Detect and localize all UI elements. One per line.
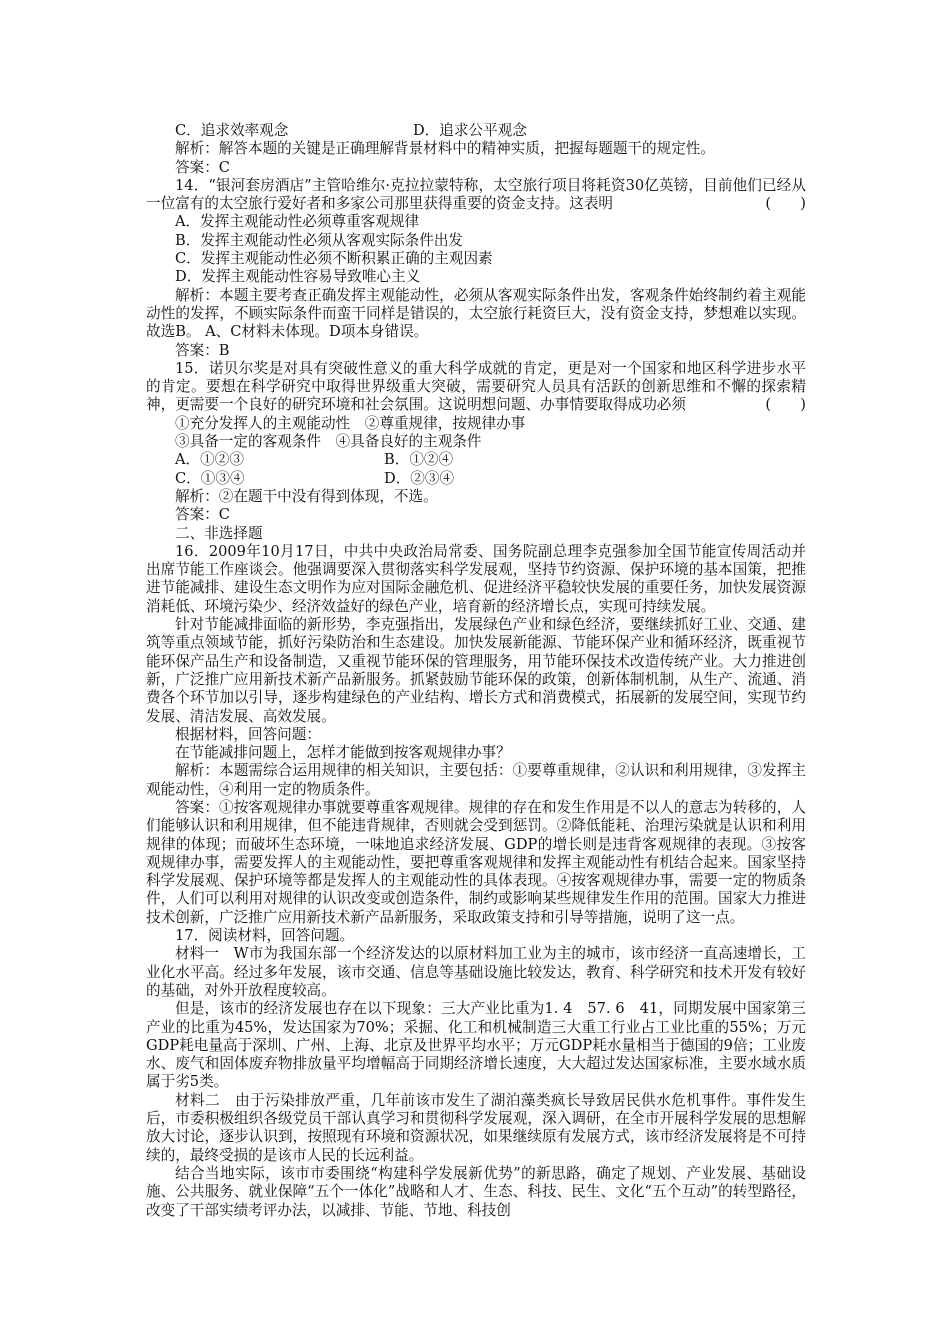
q15-option-c: C．①③④ bbox=[175, 469, 245, 487]
q13-analysis: 解析：解答本题的关键是正确理解背景材料中的精神实质，把握每题题干的规定性。 bbox=[175, 140, 715, 158]
q14-answer: 答案：B bbox=[175, 341, 230, 359]
q14-stem bbox=[146, 177, 806, 214]
q15-option-b: B．①②④ bbox=[384, 451, 454, 469]
q13-answer: 答案：C bbox=[175, 158, 230, 176]
q15-option-a: A．①②③ bbox=[175, 451, 244, 469]
q15-statements-1-2: ①充分发挥人的主观能动性 ②尊重规律，按规律办事 bbox=[175, 414, 526, 432]
q14-stem-text: 14．“银河套房酒店”主管哈维尔·克拉拉蒙特称，太空旅行项目将耗资30亿英镑，目前他们已经从一位富有的太空旅行爱好者和多家公司那里获得重要的资金支持。这表明 bbox=[146, 176, 806, 213]
q16-question: 在节能减排问题上，怎样才能做到按客观规律办事？ bbox=[175, 744, 511, 762]
section-heading: 二、非选择题 bbox=[175, 524, 263, 542]
q15-stem-text: 15．诺贝尔奖是对具有突破性意义的重大科学成就的肯定，更是对一个国家和地区科学进步水平的肯定。要想在科学研究中取得世界级重大突破，需要研究人员具有活跃的创新思维和不懈的探索精神，更需要一个良好的研究环境和社会氛围。这说明想问题、办事情要取得成功必须 bbox=[146, 359, 806, 414]
q14-answer-bracket: ( ) bbox=[765, 195, 806, 213]
q17-material-1-paragraph-2: 但是，该市的经济发展也存在以下现象：三大产业比重为1. 4 57. 6 41，同期发展中国家第三产业的比重为45%，发达国家为70%；采掘、化工和机械制造三大重工行业占工业比重的55%；万元GDP耗电量高于深圳、广州、上海、北京及世界平均水平；万元GDP耗水量相当于德国的9倍；工业废水、废气和固体废弃物排放量平均增幅高于同期经济增长速度，大大超过发达国家标准，主要水域水质属于劣5类。 bbox=[146, 1000, 806, 1091]
q13-option-c: C．追求效率观念 bbox=[175, 122, 289, 139]
q14-option-a: A．发挥主观能动性必须尊重客观规律 bbox=[175, 213, 420, 231]
q14-option-d: D．发挥主观能动性容易导致唯心主义 bbox=[175, 268, 421, 286]
q15-stem bbox=[146, 360, 806, 415]
q15-answer-bracket: ( ) bbox=[765, 396, 806, 414]
q14-analysis: 解析：本题主要考查正确发挥主观能动性，必须从客观实际条件出发，客观条件始终制约着主观能动性的发挥，不顾实际条件而蛮干同样是错误的，太空旅行耗资巨大，没有资金支持，梦想难以实现。故选B。 A、C材料未体现。D项本身错误。 bbox=[146, 286, 806, 341]
q17-stem: 17．阅读材料，回答问题。 bbox=[175, 927, 355, 945]
q15-answer: 答案：C bbox=[175, 506, 230, 524]
q15-statements-3-4: ③具备一定的客观条件 ④具备良好的主观条件 bbox=[175, 433, 482, 451]
q16-answer: 答案：①按客观规律办事就要尊重客观规律。规律的存在和发生作用是不以人的意志为转移的，人们能够认识和利用规律，但不能违背规律，否则就会受到惩罚。②降低能耗、治理污染就是认识和利用规律的体现；而破坏生态环境，一味地追求经济发展、GDP的增长则是违背客观规律的表现。③按客观规律办事，需要发挥人的主观能动性，要把尊重客观规律和发挥主观能动性有机结合起来。国家坚持科学发展观、保护环境等都是发挥人的主观能动性的具体表现。④按客观规律办事，需要一定的物质条件，人们可以利用对规律的认识改变或创造条件，制约或影响某些规律发生作用的范围。国家大力推进技术创新，广泛推广应用新技术新产品新服务，采取政策支持和引导等措施，说明了这一点。 bbox=[146, 798, 806, 926]
q16-instruction: 根据材料，回答问题： bbox=[175, 725, 321, 743]
q15-analysis: 解析：②在题干中没有得到体现，不选。 bbox=[175, 487, 438, 505]
q15-options-ab bbox=[146, 451, 806, 469]
q13-options-cd bbox=[146, 122, 806, 140]
q16-material-paragraph-1: 16．2009年10月17日，中共中央政治局常委、国务院副总理李克强参加全国节能宣传周活动并出席节能工作座谈会。他强调要深入贯彻落实科学发展观，坚持节约资源、保护环境的基本国策，把推进节能减排、建设生态文明作为应对国际金融危机、促进经济平稳较快发展的重要任务，加快发展资源消耗低、环境污染少、经济效益好的绿色产业，培育新的经济增长点，实现可持续发展。 bbox=[146, 542, 806, 615]
q15-option-d: D．②③④ bbox=[384, 469, 455, 487]
q13-option-d: D．追求公平观念 bbox=[413, 122, 527, 139]
q16-material-paragraph-2: 针对节能减排面临的新形势，李克强指出，发展绿色产业和绿色经济，要继续抓好工业、交通、建筑等重点领域节能，抓好污染防治和生态建设。加快发展新能源、节能环保产业和循环经济，既重视节能环保产品生产和设备制造，又重视节能环保的管理服务，用节能环保技术改造传统产业。大力推进创新，广泛推广应用新技术新产品新服务。抓紧鼓励节能环保的政策，创新体制机制，从生产、流通、消费各个环节加以引导，逐步构建绿色的产业结构、增长方式和消费模式，拓展新的发展空间，实现节约发展、清洁发展、高效发展。 bbox=[146, 616, 806, 725]
document-body bbox=[146, 122, 806, 1220]
q16-analysis: 解析：本题需综合运用规律的相关知识，主要包括：①要尊重规律，②认识和利用规律，③发挥主观能动性，④利用一定的物质条件。 bbox=[146, 762, 806, 798]
q14-option-b: B．发挥主观能动性必须从客观实际条件出发 bbox=[175, 231, 464, 249]
q14-option-c: C．发挥主观能动性必须不断积累正确的主观因素 bbox=[175, 250, 493, 268]
q17-material-2-paragraph-2: 结合当地实际，该市市委围绕“构建科学发展新优势”的新思路，确定了规划、产业发展、基础设施、公共服务、就业保障“五个一体化”战略和人才、生态、科技、民生、文化“五个互动”的转型路径，改变了干部实绩考评办法，以减排、节能、节地、科技创 bbox=[146, 1164, 806, 1219]
q17-material-1-paragraph-1: 材料一 W市为我国东部一个经济发达的以原材料加工业为主的城市，该市经济一直高速增长，工业化水平高。经过多年发展，该市交通、信息等基础设施比较发达，教育、科学研究和技术开发有较好的基础，对外开放程度较高。 bbox=[146, 945, 806, 999]
q17-material-2-paragraph-1: 材料二 由于污染排放严重，几年前该市发生了湖泊藻类疯长导致居民供水危机事件。事件发生后，市委积极组织各级党员干部认真学习和贯彻科学发展观，深入调研，在全市开展科学发展的思想解放大讨论，逐步认识到，按照现有环境和资源状况，如果继续原有发展方式，该市经济发展将是不可持续的，最终受损的是该市人民的长远利益。 bbox=[146, 1091, 806, 1164]
q15-options-cd bbox=[146, 470, 806, 488]
